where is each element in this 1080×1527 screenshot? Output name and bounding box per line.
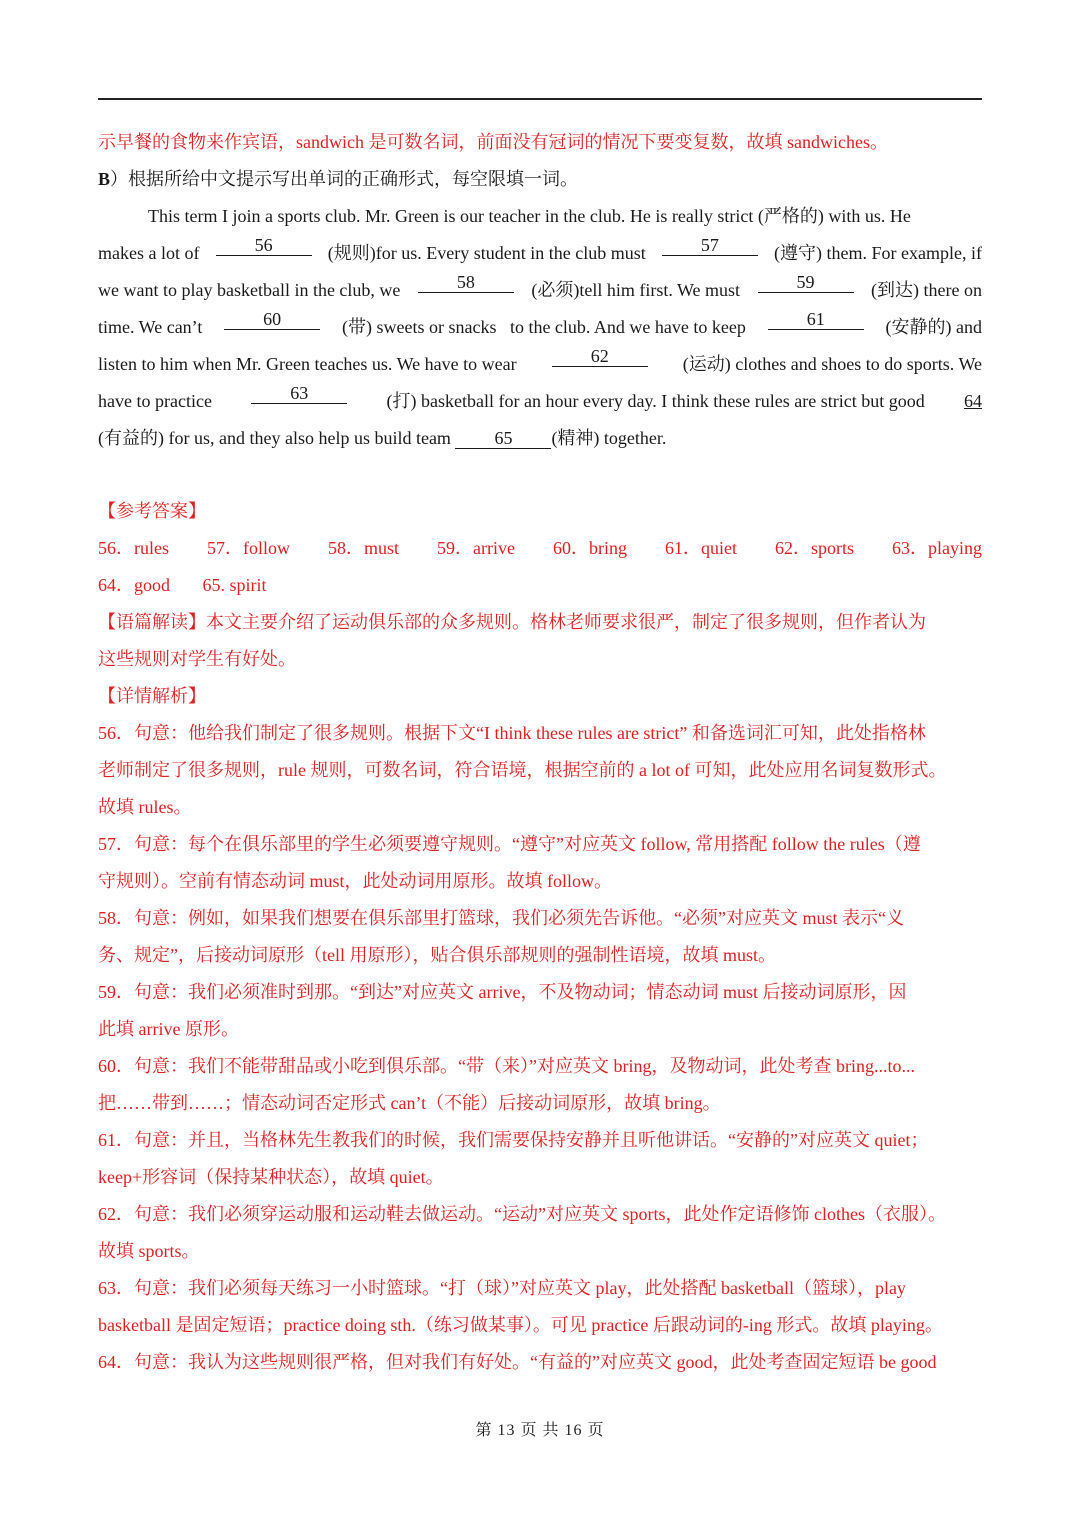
- blank-59[interactable]: 59: [758, 272, 854, 293]
- answer-row-1: [98, 530, 982, 567]
- passage-text: have to practice: [98, 391, 212, 411]
- detail-line: keep+形容词（保持某种状态），故填 quiet。: [98, 1167, 444, 1187]
- passage-text: (到达) there on: [871, 280, 982, 300]
- passage-line-6: [98, 383, 982, 420]
- section-b-title: [98, 161, 982, 198]
- passage-line-7: [98, 420, 982, 457]
- summary-line-2: 这些规则对学生有好处。: [98, 649, 296, 669]
- detail-line: 把……带到……；情态动词否定形式 can’t（不能）后接动词原形，故填 bring。: [98, 1093, 721, 1113]
- answer-56: 56．rules: [98, 538, 169, 558]
- passage-text: (精神) together.: [551, 428, 667, 448]
- passage-text: (规则)for us. Every student in the club must: [327, 243, 646, 263]
- blank-65[interactable]: 65: [455, 428, 551, 449]
- passage-text: (遵守) them. For example, if: [774, 243, 982, 263]
- blank-64[interactable]: 64: [964, 391, 982, 411]
- passage-text: (打) basketball for an hour every day. I think these rules are strict but good: [386, 391, 925, 411]
- passage-text: This term I join a sports club. Mr. Green is our teacher in the club. He is really strict (严格的) with us. He: [148, 206, 911, 226]
- answer-60: 60．bring: [552, 538, 627, 558]
- detail-line: 60．句意：我们不能带甜品或小吃到俱乐部。“带（来）”对应英文 bring，及物动词，此处考查 bring...to...: [98, 1056, 915, 1076]
- passage-text: (带) sweets or snacks to the club. And we have to keep: [341, 317, 746, 337]
- intro-continuation: 示早餐的食物来作宾语，sandwich 是可数名词，前面没有冠词的情况下要变复数，故填 sandwiches。: [98, 132, 888, 152]
- passage-text: (运动) clothes and shoes to do sports. We: [682, 354, 982, 374]
- blank-58[interactable]: 58: [418, 272, 514, 293]
- detail-line: 57．句意：每个在俱乐部里的学生必须要遵守规则。“遵守”对应英文 follow, 常用搭配 follow the rules（遵: [98, 834, 921, 854]
- passage-line-2: [98, 235, 982, 272]
- answer-63: 63．playing: [892, 538, 982, 558]
- detail-line: 59．句意：我们必须准时到那。“到达”对应英文 arrive，不及物动词；情态动词 must 后接动词原形，因: [98, 982, 907, 1002]
- header-rule: [98, 98, 982, 100]
- detail-line: basketball 是固定短语；practice doing sth.（练习做某事）。可见 practice 后跟动词的-ing 形式。故填 playing。: [98, 1315, 943, 1335]
- blank-61[interactable]: 61: [768, 309, 864, 330]
- passage-text: we want to play basketball in the club, we: [98, 280, 401, 300]
- document-body: [98, 124, 982, 1381]
- blank-62[interactable]: 62: [552, 346, 648, 367]
- passage-line-4: [98, 309, 982, 346]
- page-footer: 第 13 页 共 16 页: [475, 1422, 605, 1439]
- answer-59: 59．arrive: [437, 538, 515, 558]
- answer-64: 64．good: [98, 575, 170, 595]
- detail-heading: 【详情解析】: [98, 686, 206, 706]
- spacer: [98, 457, 982, 493]
- detail-line: 63．句意：我们必须每天练习一小时篮球。“打（球）”对应英文 play，此处搭配 basketball（篮球），play: [98, 1278, 906, 1298]
- summary-line-1: 【语篇解读】本文主要介绍了运动俱乐部的众多规则。格林老师要求很严，制定了很多规则，但作者认为: [98, 612, 926, 632]
- detail-line: 老师制定了很多规则，rule 规则，可数名词，符合语境，根据空前的 a lot of 可知，此处应用名词复数形式。: [98, 760, 947, 780]
- passage-text: makes a lot of: [98, 243, 200, 263]
- answer-57: 57．follow: [207, 538, 290, 558]
- blank-63[interactable]: 63: [251, 383, 347, 404]
- blank-57[interactable]: 57: [662, 235, 758, 256]
- passage-text: (安静的) and: [885, 317, 982, 337]
- answer-65: 65. spirit: [202, 575, 267, 595]
- detail-line: 务、规定”，后接动词原形（tell 用原形），贴合俱乐部规则的强制性语境，故填 must。: [98, 945, 776, 965]
- passage-text: listen to him when Mr. Green teaches us. We have to wear: [98, 354, 517, 374]
- blank-56[interactable]: 56: [216, 235, 312, 256]
- blank-60[interactable]: 60: [224, 309, 320, 330]
- answer-62: 62．sports: [774, 538, 854, 558]
- passage-text: (必须)tell him first. We must: [531, 280, 741, 300]
- passage-line-3: [98, 272, 982, 309]
- detail-line: 此填 arrive 原形。: [98, 1019, 239, 1039]
- answer-heading: 【参考答案】: [98, 501, 206, 521]
- detail-line: 故填 sports。: [98, 1241, 200, 1261]
- detail-line: 64．句意：我认为这些规则很严格，但对我们有好处。“有益的”对应英文 good，此处考查固定短语 be good: [98, 1352, 937, 1372]
- answer-row-2: [98, 567, 982, 604]
- detail-line: 56．句意：他给我们制定了很多规则。根据下文“I think these rules are strict” 和备选词汇可知，此处指格林: [98, 723, 926, 743]
- detail-line: 62．句意：我们必须穿运动服和运动鞋去做运动。“运动”对应英文 sports，此处作定语修饰 clothes（衣服）。: [98, 1204, 946, 1224]
- passage-text: time. We can’t: [98, 317, 203, 337]
- section-b-title-text: B）根据所给中文提示写出单词的正确形式，每空限填一词。: [98, 169, 579, 189]
- passage-line-5: [98, 346, 982, 383]
- answer-58: 58．must: [328, 538, 400, 558]
- detail-line: 守规则）。空前有情态动词 must，此处动词用原形。故填 follow。: [98, 871, 612, 891]
- detail-line: 58．句意：例如，如果我们想要在俱乐部里打篮球，我们必须先告诉他。“必须”对应英文 must 表示“义: [98, 908, 904, 928]
- passage-line-1: [98, 198, 982, 235]
- passage-text: (有益的) for us, and they also help us build team: [98, 428, 451, 448]
- answer-61: 61．quiet: [664, 538, 737, 558]
- detail-line: 故填 rules。: [98, 797, 192, 817]
- detail-line: 61．句意：并且，当格林先生教我们的时候，我们需要保持安静并且听他讲话。“安静的”对应英文 quiet；: [98, 1130, 929, 1150]
